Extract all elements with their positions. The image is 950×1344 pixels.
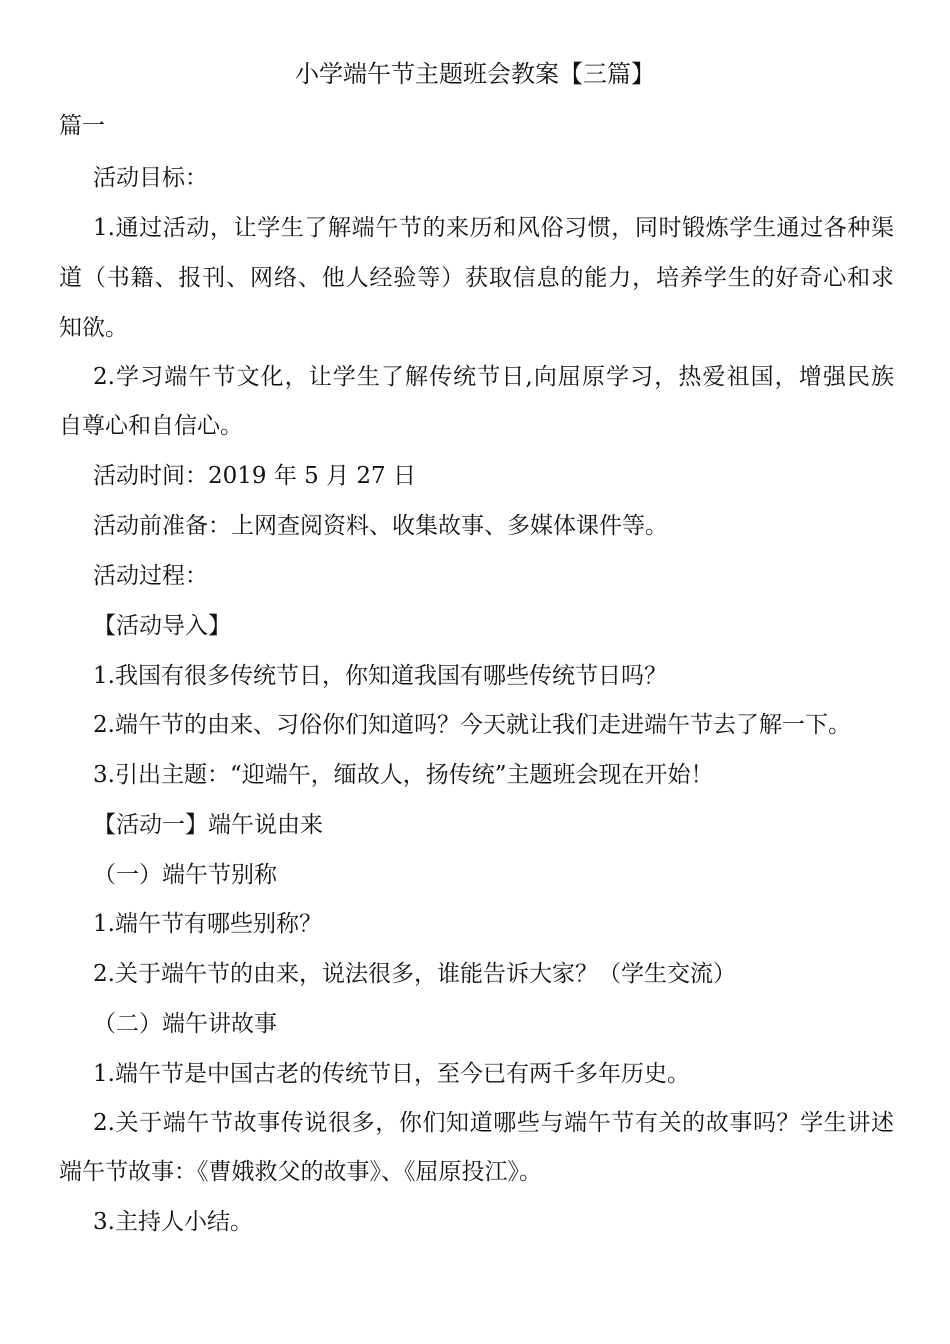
- activity-prep: 活动前准备：上网查阅资料、收集故事、多媒体课件等。: [93, 513, 668, 539]
- goal-1-line-1: 1.通过活动，让学生了解端午节的来历和风俗习惯，同时锻炼学生通过各种渠: [93, 215, 894, 241]
- intro-question-3: 3.引出主题：“迎端午，缅故人，扬传统”主题班会现在开始！: [93, 762, 714, 788]
- activity-time: 活动时间：2019 年 5 月 27 日: [93, 463, 416, 489]
- part-2-item-1: 1.端午节是中国古老的传统节日，至今已有两千多年历史。: [93, 1061, 690, 1087]
- part-1-heading: （一）端午节别称: [93, 862, 277, 888]
- part-1-item-2: 2.关于端午节的由来，说法很多，谁能告诉大家？（学生交流）: [93, 961, 736, 987]
- part-2-item-2-line-2: 端午节故事：《曹娥救父的故事》、《屈原投江》。: [59, 1159, 542, 1185]
- goal-1-line-3: 知欲。: [59, 315, 128, 341]
- part-1-item-1: 1.端午节有哪些别称？: [93, 911, 322, 937]
- goal-2-line-1: 2.学习端午节文化，让学生了解传统节日,向屈原学习，热爱祖国，增强民族: [93, 364, 894, 390]
- part-2-item-2-line-1: 2.关于端午节故事传说很多，你们知道哪些与端午节有关的故事吗？学生讲述: [93, 1110, 894, 1136]
- goal-1-line-2: 道（书籍、报刊、网络、他人经验等）获取信息的能力，培养学生的好奇心和求: [59, 265, 894, 291]
- goals-heading: 活动目标：: [93, 165, 208, 191]
- intro-question-2: 2.端午节的由来、习俗你们知道吗？今天就让我们走进端午节去了解一下。: [93, 712, 851, 738]
- document-title: 小学端午节主题班会教案【三篇】: [295, 60, 655, 88]
- process-heading: 活动过程：: [93, 563, 208, 589]
- section-label: 篇一: [59, 113, 105, 139]
- part-2-item-3: 3.主持人小结。: [93, 1209, 253, 1235]
- intro-question-1: 1.我国有很多传统节日，你知道我国有哪些传统节日吗？: [93, 663, 667, 689]
- activity-1-heading: 【活动一】端午说由来: [93, 812, 323, 838]
- intro-heading: 【活动导入】: [93, 613, 231, 639]
- goal-2-line-2: 自尊心和自信心。: [59, 413, 243, 439]
- part-2-heading: （二）端午讲故事: [93, 1011, 277, 1037]
